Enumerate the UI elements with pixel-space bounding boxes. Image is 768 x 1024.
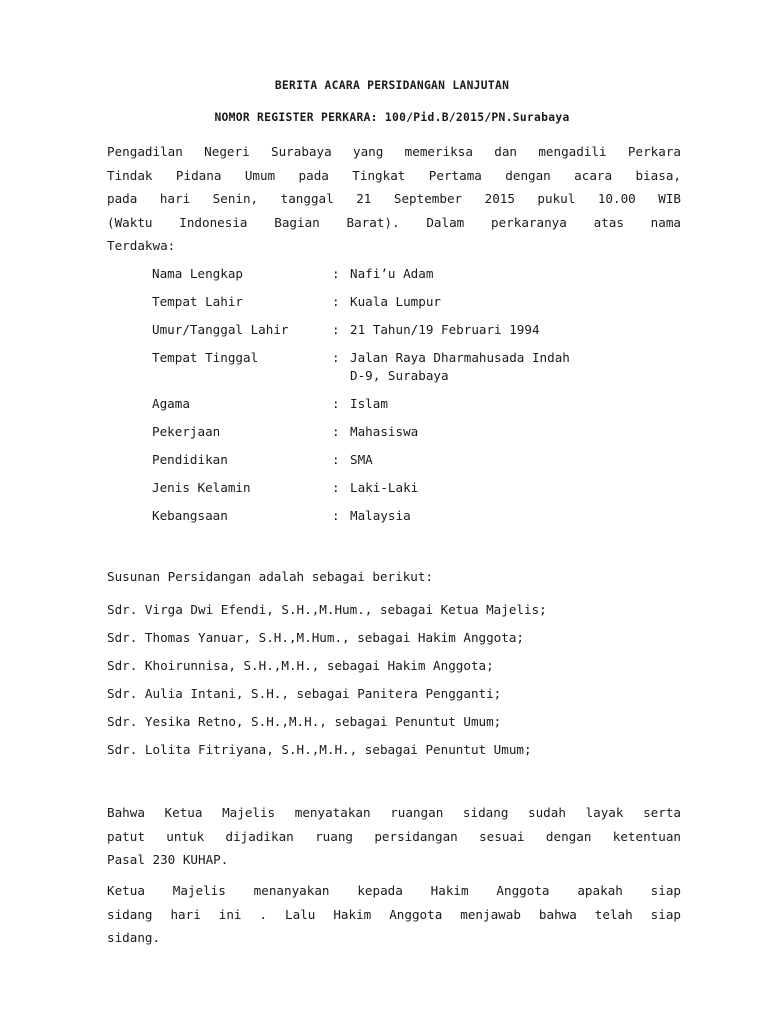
field-value: Islam [350,396,388,411]
field-label: Jenis Kelamin [152,480,251,495]
panel-member: Sdr. Yesika Retno, S.H.,M.H., sebagai Penuntut Umum; [107,714,502,729]
panel-member: Sdr. Thomas Yanuar, S.H.,M.Hum., sebagai Hakim Anggota; [107,630,525,645]
field-separator: : [332,452,340,467]
field-value: Jalan Raya Dharmahusada Indah [350,350,570,365]
field-value: Mahasiswa [350,424,419,439]
field-separator: : [332,508,340,523]
field-separator: : [332,350,340,365]
panel-member: Sdr. Virga Dwi Efendi, S.H.,M.Hum., sebagai Ketua Majelis; [107,602,547,617]
intro-line: Tindak Pidana Umum pada Tingkat Pertama dengan acara biasa, [107,167,681,183]
intro-line: Terdakwa: [107,238,176,253]
field-separator: : [332,294,340,309]
field-value: 21 Tahun/19 Februari 1994 [350,322,540,337]
intro-line: pada hari Senin, tanggal 21 September 2015 pukul 10.00 WIB [107,191,681,206]
panel-member: Sdr. Aulia Intani, S.H., sebagai Panitera Pengganti; [107,686,502,701]
room-paragraph [107,801,681,872]
field-value-continued: D-9, Surabaya [350,368,449,383]
panel-intro: Susunan Persidangan adalah sebagai berikut: [107,569,434,584]
intro-paragraph [107,140,681,258]
field-label: Umur/Tanggal Lahir [152,322,289,337]
field-separator: : [332,480,340,495]
document-title: BERITA ACARA PERSIDANGAN LANJUTAN [274,79,510,92]
paragraph-line: Pasal 230 KUHAP. [107,852,229,867]
paragraph-line: Bahwa Ketua Majelis menyatakan ruangan sidang sudah layak serta [107,805,681,820]
field-value: Kuala Lumpur [350,294,441,309]
intro-line: Pengadilan Negeri Surabaya yang memeriksa dan mengadili Perkara [107,144,681,159]
field-separator: : [332,322,340,337]
panel-member: Sdr. Lolita Fitriyana, S.H.,M.H., sebagai Penuntut Umum; [107,742,532,757]
field-value: Malaysia [350,508,411,523]
field-label: Nama Lengkap [152,266,243,281]
field-label: Kebangsaan [152,508,228,523]
field-separator: : [332,266,340,281]
field-label: Pekerjaan [152,424,221,439]
register-heading [0,111,768,124]
field-label: Tempat Lahir [152,294,243,309]
readiness-paragraph [107,879,681,950]
paragraph-line: patut untuk dijadikan ruang persidangan sesuai dengan ketentuan [107,828,681,844]
field-label: Tempat Tinggal [152,350,259,365]
field-value: Nafi’u Adam [350,266,434,281]
paragraph-line: sidang. [107,930,161,945]
paragraph-line: Ketua Majelis menanyakan kepada Hakim Anggota apakah siap [107,883,681,898]
intro-line: (Waktu Indonesia Bagian Barat). Dalam perkaranya atas nama [107,214,681,230]
field-separator: : [332,396,340,411]
field-label: Agama [152,396,190,411]
field-separator: : [332,424,340,439]
panel-member: Sdr. Khoirunnisa, S.H.,M.H., sebagai Hakim Anggota; [107,658,494,673]
register-label: NOMOR REGISTER PERKARA: [214,111,378,124]
field-value: SMA [350,452,373,467]
field-label: Pendidikan [152,452,228,467]
paragraph-line: sidang hari ini . Lalu Hakim Anggota menjawab bahwa telah siap [107,906,681,922]
register-number: 100/Pid.B/2015/PN.Surabaya [384,111,570,124]
field-value: Laki-Laki [350,480,419,495]
